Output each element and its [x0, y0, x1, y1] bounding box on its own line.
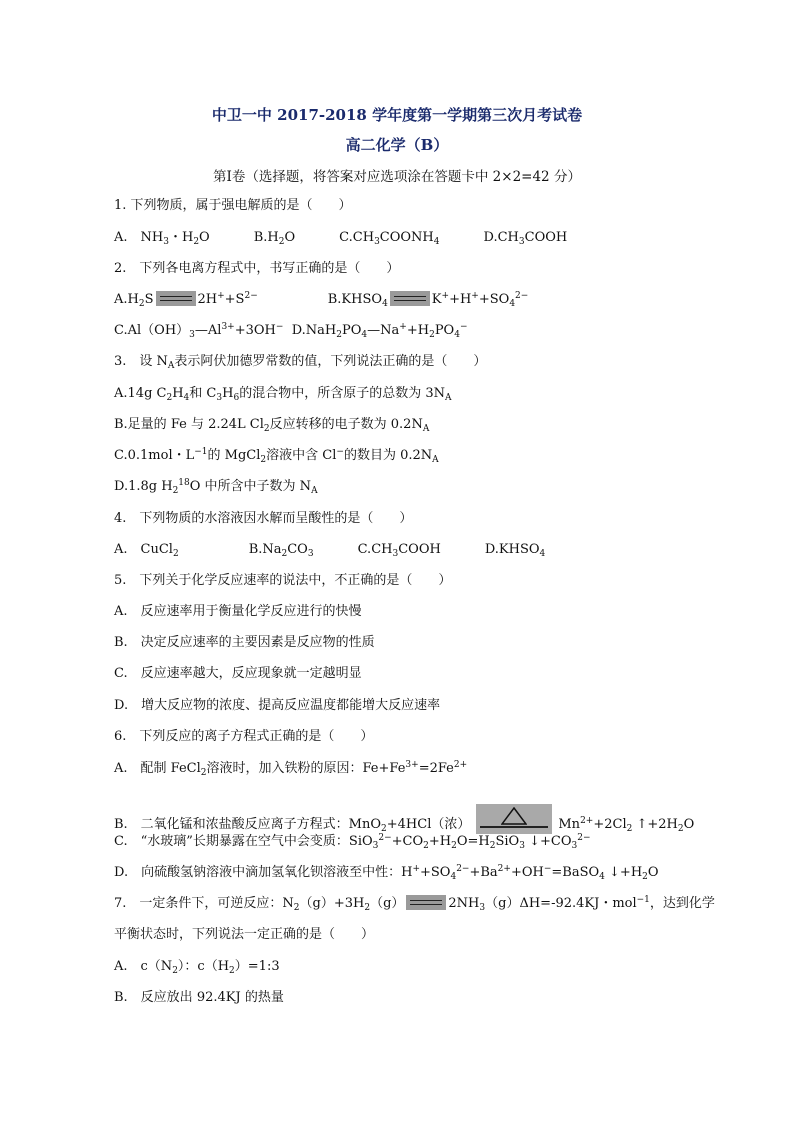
q7-stem-line1: 7. 一定条件下，可逆反应：$N_2(g)+3H_2(g)$ $2NH_3(g)\Delta H=-92.4KJ$・mol$^{-1}$，达到化学: [114, 895, 715, 913]
q3-option-d: D.1.8g $H_2^{18}O$ 中所含中子数为 $N_A$: [114, 478, 318, 496]
q2-stem: 2. 下列各电离方程式中，书写正确的是（ ）: [114, 261, 400, 276]
q5-option-b: B. 决定反应速率的主要因素是反应物的性质: [114, 635, 375, 650]
q5-option-a: A. 反应速率用于衡量化学反应进行的快慢: [114, 604, 362, 619]
exam-title: 中卫一中 2017-2018 学年度第一学期第三次月考试卷: [211, 106, 583, 124]
equilibrium-arrow-icon: [156, 291, 196, 306]
q6-stem: 6. 下列反应的离子方程式正确的是（ ）: [114, 729, 374, 744]
q6-option-a: A. 配制 FeCl$_2$溶液时，加入铁粉的原因：$Fe+Fe^{3+}=2Fe^{2+}$: [114, 760, 468, 778]
q3-stem: 3. 设 $N_A$表示阿伏加德罗常数的值，下列说法正确的是（ ）: [114, 354, 487, 371]
q6-option-c: C. “水玻璃”长期暴露在空气中会变质：$SiO_3^{2-}+CO_2+H_2O=H_2SiO_3$ $↓+CO_3^{2-}$: [114, 833, 591, 851]
q2-options-ab: $A.H_2S$ $2H^++S^{2-}$ $B.KHSO_4$ $K^++H^++SO_4^{2-}$: [114, 291, 529, 309]
q5-stem: 5. 下列关于化学反应速率的说法中，不正确的是（ ）: [114, 573, 452, 588]
section-note: 第Ⅰ卷（选择题，将答案对应选项涂在答题卡中 2×2=42 分）: [213, 169, 581, 185]
q5-option-c: C. 反应速率越大，反应现象就一定越明显: [114, 666, 362, 681]
q7-option-b: B. 反应放出 92.4KJ 的热量: [114, 990, 284, 1005]
q7-stem-line2: 平衡状态时，下列说法一定正确的是（ ）: [114, 927, 375, 942]
heating-delta-icon: [476, 804, 552, 834]
q4-stem: 4. 下列物质的水溶液因水解而呈酸性的是（ ）: [114, 511, 413, 526]
equilibrium-arrow-icon: [390, 291, 430, 306]
q7-option-a: A. $c(N_2)$：$c(H_2)=1:3$: [114, 959, 280, 976]
q3-option-a: A.14g $C_2H_4$和 $C_3H_6$的混合物中，所含原子的总数为 $3N_A$: [114, 386, 452, 403]
q6-option-b: B. 二氧化锰和浓盐酸反应离子方程式：MnO$_2$+4HCl（浓） $Mn^{2+}+2Cl_2$ $↑+2H_2O$: [114, 804, 694, 834]
q1-options: A. $NH_3$・$H_2O$ $B.H_2O$ $C.CH_3COONH_4$ $D.CH_3COOH$: [114, 230, 568, 247]
q4-options: A. CuCl$_2$ $B.Na_2CO_3$ $C.CH_3COOH$ $D.KHSO_4$: [114, 542, 546, 559]
q5-option-d: D. 增大反应物的浓度、提高反应温度都能增大反应速率: [114, 698, 441, 713]
q3-option-c: C.0.1mol・$L^{-1}$的 MgCl$_2$溶液中含 Cl−的数目为 $0.2N_A$: [114, 447, 439, 465]
q3-option-b: B.足量的 Fe 与 2.24L $Cl_2$反应转移的电子数为 $0.2N_A$: [114, 417, 430, 434]
equilibrium-arrow-icon: [406, 895, 446, 910]
q1-stem: 1. 下列物质，属于强电解质的是（ ）: [114, 198, 352, 213]
exam-subtitle: 高二化学（B）: [345, 136, 449, 154]
q2-options-cd: $C.Al(OH)_3—Al^{3+}+3OH^-$ $D.NaH_2PO_4—Na^++H_2PO_4^-$: [114, 322, 468, 340]
q6-option-d: D. 向硫酸氢钠溶液中滴加氢氧化钡溶液至中性：$H^++SO_4^{2-}+Ba^{2+}+OH^-=BaSO_4$ $↓+H_2O$: [114, 864, 659, 882]
